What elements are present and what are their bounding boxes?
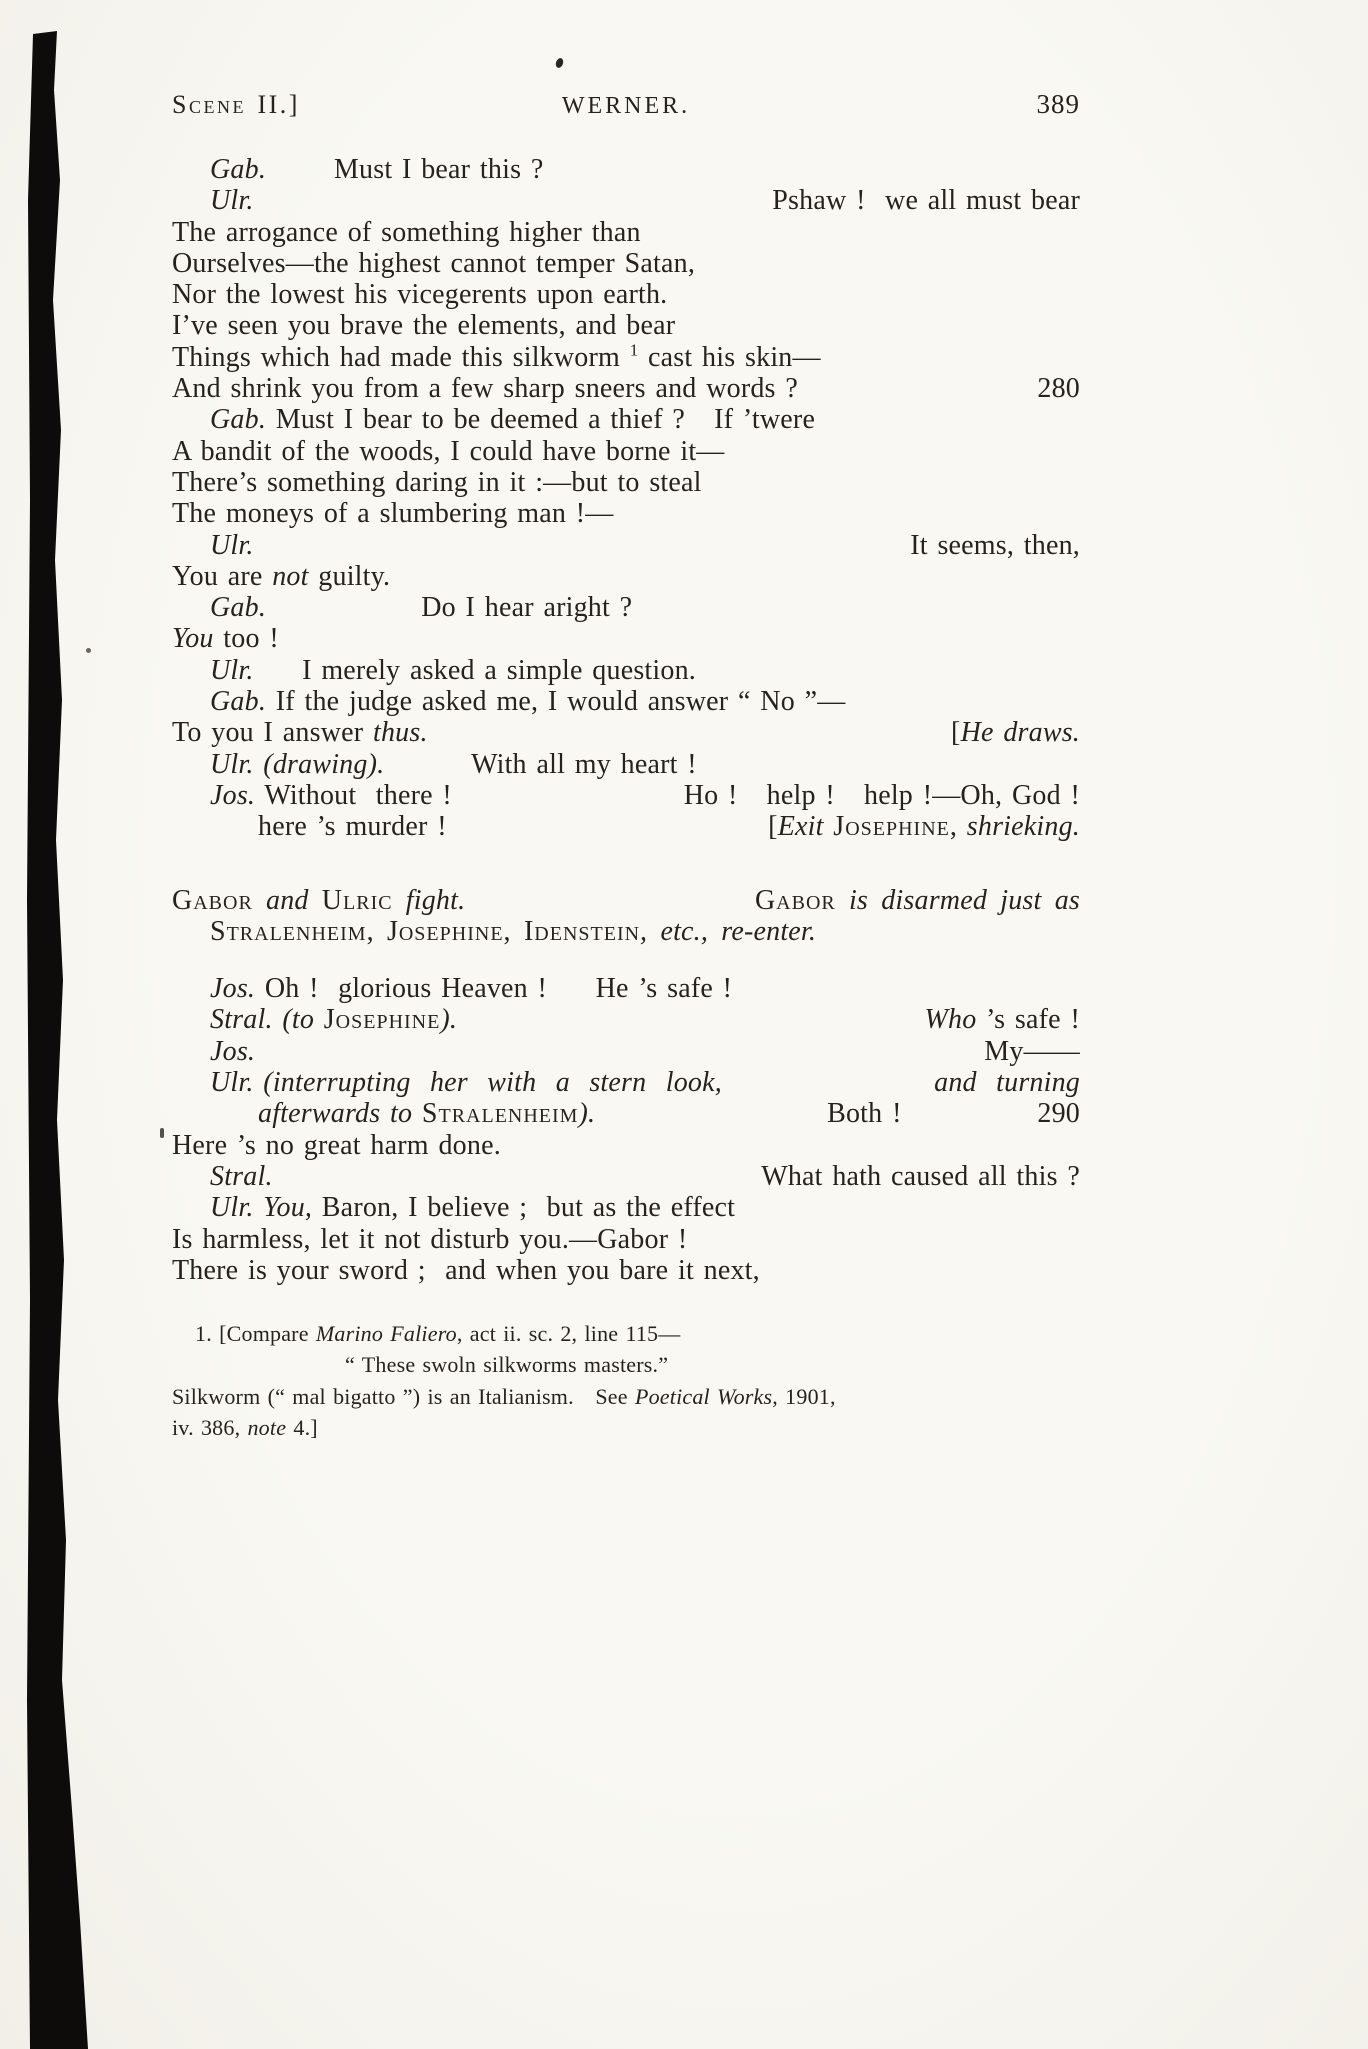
text-segment: Pshaw ! we all must bear (772, 185, 1080, 217)
text-segment: Ulr. You, (210, 1192, 313, 1224)
line-right (761, 1161, 1080, 1192)
text-segment: Gab. (210, 404, 267, 436)
text-segment: You (172, 623, 214, 655)
text-segment: A bandit of the woods, I could have borne it— (172, 435, 725, 467)
text-line (172, 1255, 1080, 1286)
text-segment: Ulr. (interrupting her with a stern look, (210, 1067, 722, 1099)
text-segment: With all my heart ! (384, 748, 697, 780)
text-segment: Stral. (to (210, 1004, 324, 1036)
book-binding-scan-artifact (0, 0, 95, 2049)
text-segment: Ulric (321, 884, 393, 916)
text-line (172, 467, 1080, 498)
text-line (172, 592, 1080, 623)
text-segment: note (247, 1414, 287, 1440)
line-right (755, 885, 1080, 916)
text-line (172, 811, 1080, 842)
line-left (258, 811, 447, 842)
text-line (172, 279, 1080, 310)
text-segment: I’ve seen you brave the elements, and bear (172, 310, 676, 342)
text-segment: Oh ! glorious Heaven ! He ’s safe ! (255, 973, 733, 1005)
text-segment: I merely asked a simple question. (253, 654, 696, 686)
scan-speck (160, 1128, 164, 1138)
text-segment: Ulr. (drawing). (210, 748, 385, 780)
line-right (910, 530, 1080, 561)
text-segment: , (366, 915, 387, 947)
text-segment: ’s safe ! (976, 1004, 1080, 1036)
text-segment: thus. (372, 717, 428, 749)
text-line (172, 1382, 1080, 1413)
text-segment: Jos. (210, 973, 256, 1005)
line-left (172, 248, 695, 279)
text-segment: Ho ! help ! help !—Oh, God ! (683, 779, 1080, 811)
text-segment: Jos. (210, 1035, 256, 1067)
line-left (210, 686, 845, 717)
text-line (172, 1004, 1080, 1035)
text-segment: The arrogance of something higher than (172, 216, 641, 248)
text-line (172, 780, 1080, 811)
text-line (172, 1192, 1080, 1223)
text-segment: There is your sword ; and when you bare it next, (172, 1254, 760, 1286)
text-segment: And shrink you from a few sharp sneers and words ? (172, 373, 798, 405)
text-segment: My—— (984, 1035, 1080, 1067)
text-line (172, 185, 1080, 216)
text-line (172, 342, 1080, 373)
line-left (172, 717, 428, 748)
text-segment: is disarmed just as (835, 884, 1080, 916)
text-line (172, 248, 1080, 279)
text-segment: fight. (392, 884, 466, 916)
text-segment: Stral. (210, 1160, 273, 1192)
line-right (684, 780, 1080, 811)
text-segment: too ! (213, 623, 279, 655)
text-line (172, 717, 1080, 748)
text-line (172, 1067, 1080, 1098)
text-line (172, 436, 1080, 467)
text-segment: Without there ! (255, 779, 452, 811)
text-segment: Jos. (210, 779, 256, 811)
line-right (934, 1067, 1080, 1098)
text-segment: Do I hear aright ? (266, 592, 633, 624)
text-segment: guilty. (308, 560, 391, 592)
text-segment: It seems, then, (910, 529, 1080, 561)
text-line (172, 916, 1080, 947)
line-left (210, 1161, 273, 1192)
text-segment: afterwards to (258, 1098, 422, 1130)
line-left (210, 1004, 457, 1035)
text-segment: Ourselves—the highest cannot temper Satan, (172, 247, 696, 279)
text-line (172, 1130, 1080, 1161)
text-segment: cast his skin— (638, 341, 821, 373)
line-left (195, 1321, 680, 1346)
text-segment: What hath caused all this ? (761, 1160, 1080, 1192)
line-left (172, 436, 725, 467)
line-left (210, 185, 254, 216)
text-segment: 1 (629, 340, 639, 360)
line-left (172, 310, 675, 341)
text-line (172, 310, 1080, 341)
scan-speck (86, 648, 91, 653)
text-segment: Gabor (172, 884, 253, 916)
text-segment: You are (172, 560, 273, 592)
dialogue-before-fight (172, 154, 1080, 843)
running-title: WERNER. (561, 93, 691, 119)
text-segment: Who (924, 1004, 977, 1036)
text-segment: Marino Faliero (315, 1321, 457, 1347)
line-left (172, 1224, 687, 1255)
line-left (345, 1352, 668, 1377)
text-line (172, 1319, 1080, 1350)
line-left (172, 561, 390, 592)
line-right (827, 1098, 1080, 1129)
line-left (172, 498, 614, 529)
text-line (172, 623, 1080, 654)
page-text-block (172, 88, 1080, 1444)
text-line (172, 885, 1080, 916)
text-line (172, 404, 1080, 435)
text-segment: Gab. (210, 154, 267, 185)
line-left (172, 373, 798, 404)
line-left (210, 1036, 255, 1067)
text-segment: , etc., re-enter. (640, 915, 817, 947)
line-left (172, 342, 821, 373)
text-segment: [ (951, 717, 961, 749)
line-left (172, 1130, 501, 1161)
text-line (172, 154, 1080, 185)
line-left (172, 1255, 760, 1286)
line-left (172, 279, 667, 310)
text-line (172, 973, 1080, 1004)
scene-label: Scene II.] (172, 90, 300, 119)
text-line (172, 530, 1080, 561)
footnote (172, 1319, 1080, 1444)
text-segment: Ulr. (210, 529, 254, 561)
text-segment: 1. [Compare (195, 1321, 316, 1347)
text-segment: Ulr. (210, 654, 254, 686)
text-segment: Gabor (754, 884, 836, 916)
line-left (210, 154, 544, 185)
text-segment: here ’s murder ! (258, 811, 447, 843)
text-segment: shrieking. (966, 811, 1080, 843)
text-segment: He draws. (960, 717, 1080, 749)
text-segment: Things which had made this silkworm (172, 341, 630, 373)
text-segment: , act ii. sc. 2, line 115— (456, 1321, 681, 1347)
text-segment: Josephine (386, 915, 504, 947)
text-segment: Josephine (323, 1004, 441, 1036)
text-segment: , 1901, (772, 1383, 836, 1409)
text-segment: Idenstein (523, 915, 641, 947)
text-segment: 280 (1037, 373, 1080, 405)
text-segment: ). (578, 1098, 596, 1130)
line-left (210, 749, 697, 780)
text-segment: Must I bear to be deemed a thief ? If ’twere (266, 404, 816, 436)
line-left (210, 780, 452, 811)
text-line (172, 1161, 1080, 1192)
text-segment: To you I answer (172, 717, 373, 749)
text-line (172, 655, 1080, 686)
line-left (210, 592, 632, 623)
line-right (1037, 373, 1080, 404)
page-number: 389 (1036, 89, 1081, 119)
text-segment: Stralenheim (210, 915, 367, 947)
text-segment: There’s something daring in it :—but to steal (172, 466, 702, 498)
text-segment: Ulr. (210, 185, 254, 217)
line-left (172, 1415, 318, 1440)
line-left (172, 217, 641, 248)
line-left (210, 1067, 722, 1098)
text-segment: iv. 386, (172, 1414, 248, 1440)
text-line (172, 561, 1080, 592)
text-line (172, 373, 1080, 404)
text-line (172, 1350, 1080, 1381)
line-right (772, 185, 1080, 216)
text-segment: [ (768, 811, 778, 843)
line-left (172, 467, 702, 498)
text-segment: Here ’s no great harm done. (172, 1129, 501, 1161)
line-left (210, 916, 816, 947)
text-line (172, 1413, 1080, 1444)
text-segment: Is harmless, let it not disturb you.—Gabor ! (172, 1223, 688, 1255)
line-left (210, 973, 732, 1004)
scan-speck (555, 57, 565, 69)
line-left (210, 530, 254, 561)
text-segment: Poetical Works (634, 1383, 773, 1409)
text-segment: ). (440, 1004, 458, 1036)
text-segment: Silkworm (“ mal bigatto ”) is an Italianism. See (172, 1383, 635, 1409)
text-line (172, 1224, 1080, 1255)
text-line (172, 217, 1080, 248)
page-header (172, 88, 1080, 123)
text-segment: , (949, 811, 967, 843)
text-line (172, 1098, 1080, 1129)
text-segment: Gab. (210, 592, 267, 624)
line-left (172, 885, 465, 916)
text-segment: not (272, 560, 309, 592)
text-segment: Must I bear this ? (266, 154, 544, 185)
text-line (172, 1036, 1080, 1067)
text-line (172, 749, 1080, 780)
line-right (951, 717, 1080, 748)
line-left (210, 655, 696, 686)
text-segment: and (252, 884, 322, 916)
text-line (172, 498, 1080, 529)
text-segment: Josephine (833, 811, 950, 843)
dialogue-after-fight (172, 973, 1080, 1286)
text-segment: and turning (934, 1067, 1080, 1099)
text-segment: Exit (777, 811, 834, 843)
line-left (258, 1098, 595, 1129)
line-right (924, 1004, 1080, 1035)
text-segment: , (503, 915, 524, 947)
text-segment: 4.] (286, 1414, 318, 1440)
line-right (984, 1036, 1080, 1067)
line-left (172, 623, 279, 654)
line-right (768, 811, 1080, 842)
text-segment: “ These swoln silkworms masters.” (345, 1352, 669, 1378)
line-left (210, 404, 815, 435)
text-segment: Nor the lowest his vicegerents upon earth. (172, 279, 668, 311)
text-segment: Stralenheim (421, 1098, 579, 1130)
text-segment: If the judge asked me, I would answer “ No ”— (266, 686, 846, 718)
text-segment: Baron, I believe ; but as the effect (312, 1192, 736, 1224)
stage-direction (172, 885, 1080, 948)
line-left (172, 1384, 836, 1409)
text-segment: The moneys of a slumbering man !— (172, 498, 614, 530)
text-segment: Gab. (210, 686, 267, 718)
text-segment: Both ! 290 (827, 1098, 1080, 1130)
text-line (172, 686, 1080, 717)
line-left (210, 1192, 735, 1223)
